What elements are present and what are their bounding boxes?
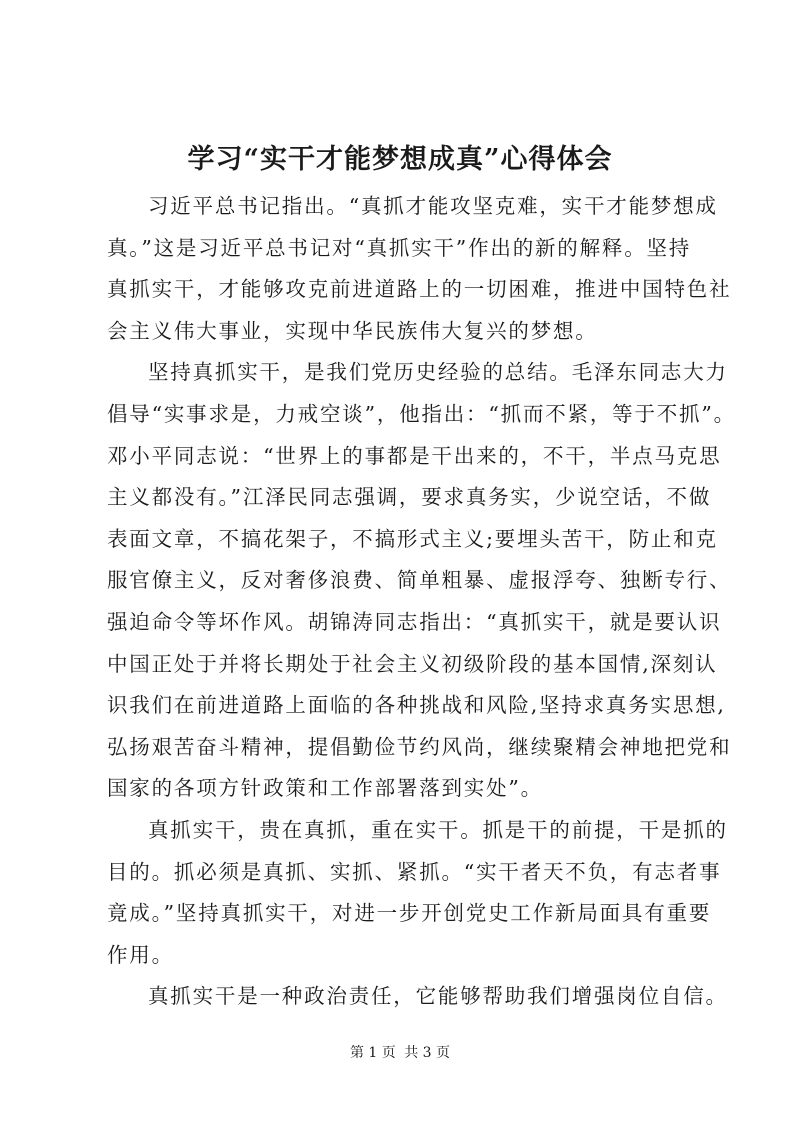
paragraph-3-line-4: 作用。 [107, 942, 174, 967]
paragraph-3-line-2: 目的。抓必须是真抓、实抓、紧抓。“实干者天不负，有志者事 [107, 859, 722, 884]
paragraph-2-line-9: 识我们在前进道路上面临的各种挑战和风险,坚持求真务实思想, [107, 693, 726, 718]
document-body [107, 186, 736, 1018]
paragraph-2-line-4: 主义都没有。”江泽民同志强调，要求真务实，少说空话，不做 [107, 485, 712, 510]
paragraph-3-line-1: 真抓实干，贵在真抓，重在实干。抓是干的前提，干是抓的 [148, 817, 728, 842]
paragraph-1-line-2: 真。”这是习近平总书记对“真抓实干”作出的新的解释。坚持 [107, 235, 692, 260]
paragraph-2-line-8: 中国正处于并将长期处于社会主义初级阶段的基本国情,深刻认 [107, 651, 718, 676]
paragraph-2-line-6: 服官僚主义，反对奢侈浪费、简单粗暴、虚报浮夸、独断专行、 [107, 568, 732, 593]
paragraph-1-line-1: 习近平总书记指出。“真抓才能攻坚克难，实干才能梦想成 [148, 194, 718, 218]
paragraph-2-line-3: 邓小平同志说：“世界上的事都是干出来的，不干，半点马克思 [107, 443, 722, 468]
page-footer [0, 1043, 800, 1063]
paragraph-2-line-1: 坚持真抓实干，是我们党历史经验的总结。毛泽东同志大力 [148, 360, 728, 385]
paragraph-2-line-11: 国家的各项方针政策和工作部署落到实处”。 [107, 776, 543, 801]
page-total: 共 3 页 [404, 1045, 451, 1061]
paragraph-2-line-5: 表面文章，不搞花架子，不搞形式主义;要埋头苦干，防止和克 [107, 526, 718, 551]
paragraph-3-line-3: 竟成。”坚持真抓实干，对进一步开创党史工作新局面具有重要 [107, 901, 712, 926]
document-title: 学习“实干才能梦想成真”心得体会 [187, 144, 613, 175]
paragraph-1-line-3: 真抓实干，才能够攻克前进道路上的一切困难，推进中国特色社 [107, 277, 732, 302]
paragraph-4-line-1: 真抓实干是一种政治责任，它能够帮助我们增强岗位自信。 [148, 984, 728, 1009]
paragraph-2-line-10: 弘扬艰苦奋斗精神，提倡勤俭节约风尚，继续聚精会神地把党和 [107, 734, 732, 759]
page-number: 第 1 页 [349, 1045, 396, 1061]
paragraph-2-line-7: 强迫命令等坏作风。胡锦涛同志指出：“真抓实干，就是要认识 [107, 609, 722, 634]
paragraph-1-line-4: 会主义伟大事业，实现中华民族伟大复兴的梦想。 [107, 318, 598, 343]
paragraph-2-line-2: 倡导“实事求是，力戒空谈”，他指出：“抓而不紧，等于不抓”。 [107, 401, 736, 426]
